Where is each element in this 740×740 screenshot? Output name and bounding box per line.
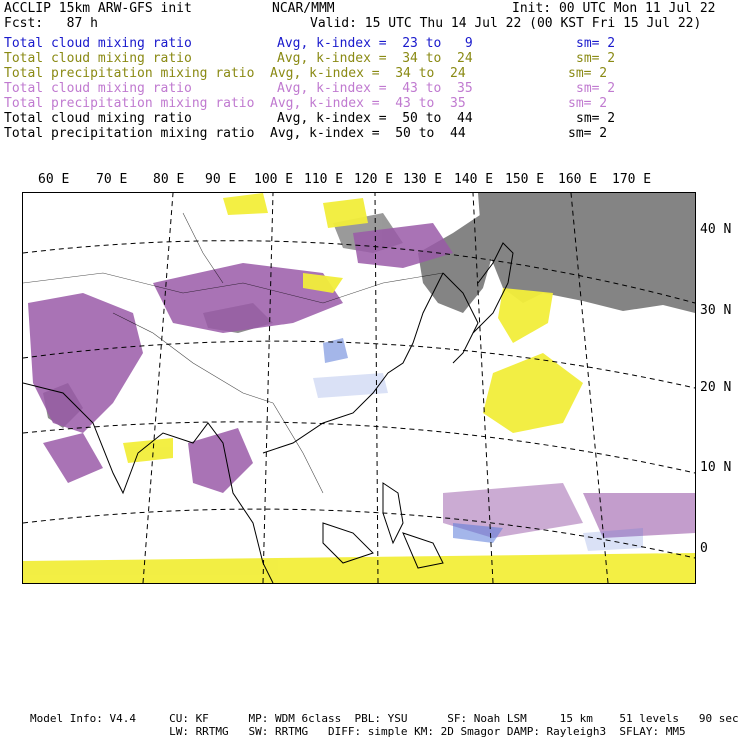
- lon-label: 150 E: [505, 172, 545, 187]
- legend-sm: sm= 2: [576, 51, 616, 66]
- lon-label: 100 E: [254, 172, 294, 187]
- valid-time: Valid: 15 UTC Thu 14 Jul 22 (00 KST Fri 15 Jul 22): [310, 16, 702, 31]
- legend-avg: Avg, k-index = 43 to 35: [270, 96, 466, 111]
- lon-label: 60 E: [38, 172, 70, 187]
- footer-model-info: Model Info: V4.4 CU: KF MP: WDM 6class PBL: YSU SF: Noah LSM 15 km 51 levels 90 sec: [30, 712, 739, 725]
- lon-label: 90 E: [205, 172, 237, 187]
- lat-label: 10 N: [700, 460, 732, 475]
- legend-avg: Avg, k-index = 50 to 44: [277, 111, 473, 126]
- legend-avg: Avg, k-index = 50 to 44: [270, 126, 466, 141]
- legend-avg: Avg, k-index = 34 to 24: [277, 51, 473, 66]
- legend-avg: Avg, k-index = 43 to 35: [277, 81, 473, 96]
- lon-label: 140 E: [454, 172, 494, 187]
- organization: NCAR/MMM: [272, 1, 335, 16]
- legend-name: Total precipitation mixing ratio: [4, 66, 255, 81]
- legend-sm: sm= 2: [568, 96, 608, 111]
- footer-physics: LW: RRTMG SW: RRTMG DIFF: simple KM: 2D Smagor DAMP: Rayleigh3 SFLAY: MM5: [30, 725, 686, 738]
- legend-sm: sm= 2: [568, 126, 608, 141]
- legend-name: Total cloud mixing ratio: [4, 111, 192, 126]
- lat-label: 0: [700, 541, 708, 556]
- lat-label: 40 N: [700, 222, 732, 237]
- lon-label: 160 E: [558, 172, 598, 187]
- legend-name: Total cloud mixing ratio: [4, 51, 192, 66]
- lon-label: 170 E: [612, 172, 652, 187]
- legend-avg: Avg, k-index = 23 to 9: [277, 36, 473, 51]
- legend-name: Total cloud mixing ratio: [4, 36, 192, 51]
- lon-label: 80 E: [153, 172, 185, 187]
- init-time: Init: 00 UTC Mon 11 Jul 22: [512, 1, 716, 16]
- lon-label: 110 E: [304, 172, 344, 187]
- lon-label: 130 E: [403, 172, 443, 187]
- legend-name: Total cloud mixing ratio: [4, 81, 192, 96]
- lon-label: 120 E: [354, 172, 394, 187]
- model-title: ACCLIP 15km ARW-GFS init: [4, 1, 192, 16]
- forecast-hour: Fcst: 87 h: [4, 16, 98, 31]
- legend-name: Total precipitation mixing ratio: [4, 96, 255, 111]
- lat-label: 30 N: [700, 303, 732, 318]
- legend-sm: sm= 2: [576, 81, 616, 96]
- legend-name: Total precipitation mixing ratio: [4, 126, 255, 141]
- lon-label: 70 E: [96, 172, 128, 187]
- legend-sm: sm= 2: [576, 36, 616, 51]
- legend-sm: sm= 2: [568, 66, 608, 81]
- map-canvas: [23, 193, 695, 583]
- legend-sm: sm= 2: [576, 111, 616, 126]
- lat-label: 20 N: [700, 380, 732, 395]
- forecast-map: [22, 192, 696, 584]
- legend-avg: Avg, k-index = 34 to 24: [270, 66, 466, 81]
